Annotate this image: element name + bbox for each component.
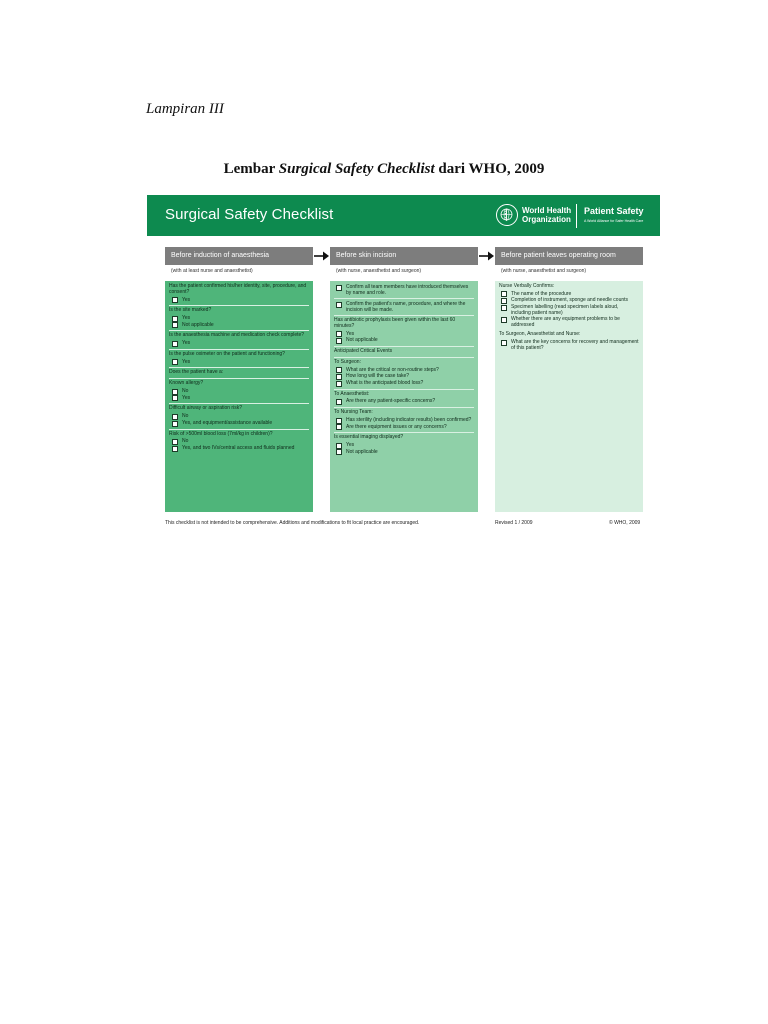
checkbox-icon[interactable] bbox=[336, 418, 342, 424]
footer-revised: Revised 1 / 2009 bbox=[495, 520, 533, 526]
checkbox-icon[interactable] bbox=[172, 322, 178, 328]
checklist-title: Surgical Safety Checklist bbox=[165, 206, 334, 223]
phase-header-incision: Before skin incision bbox=[330, 247, 478, 265]
option-label: Not applicable bbox=[182, 321, 214, 328]
checkbox-option[interactable] bbox=[501, 339, 639, 351]
option-label: Yes bbox=[182, 315, 191, 322]
checkbox-option[interactable] bbox=[172, 359, 309, 366]
section-heading: To Nursing Team: bbox=[334, 409, 373, 416]
checkbox-option[interactable] bbox=[336, 424, 474, 431]
checkbox-icon[interactable] bbox=[336, 302, 342, 308]
title-suffix: dari WHO, 2009 bbox=[438, 161, 545, 177]
question: Is the pulse oximeter on the patient and functioning? bbox=[169, 350, 285, 357]
section-heading: Nurse Verbally Confirms: bbox=[499, 283, 555, 289]
checkbox-option[interactable] bbox=[336, 284, 474, 296]
option-label: Confirm the patient's name, procedure, and where the incision will be made. bbox=[346, 301, 466, 313]
arrow-right-icon bbox=[479, 250, 495, 262]
phase-sub-incision: (with nurse, anaesthetist and surgeon) bbox=[336, 268, 422, 274]
patient-safety-subtitle: A World Alliance for Safer Health Care bbox=[584, 219, 644, 223]
option-label: Not applicable bbox=[346, 448, 378, 455]
option-label: Completion of instrument, sponge and needle counts bbox=[511, 297, 629, 304]
checkbox-icon[interactable] bbox=[172, 414, 178, 420]
phase-sub-leaves: (with nurse, anaesthetist and surgeon) bbox=[501, 268, 587, 274]
checkbox-icon[interactable] bbox=[501, 340, 507, 346]
footer-disclaimer: This checklist is not intended to be comprehensive. Additions and modifications to fit local practice are encouraged. bbox=[165, 520, 420, 526]
footer-copyright: © WHO, 2009 bbox=[609, 520, 641, 526]
checkbox-option[interactable] bbox=[336, 442, 474, 449]
option-label: Yes bbox=[182, 340, 191, 347]
who-line2: Organization bbox=[522, 215, 571, 224]
who-name bbox=[522, 206, 571, 224]
checkbox-icon[interactable] bbox=[336, 381, 342, 387]
checkbox-option[interactable] bbox=[172, 388, 309, 395]
checkbox-option[interactable] bbox=[336, 417, 474, 424]
checkbox-option[interactable] bbox=[172, 322, 309, 329]
checkbox-option[interactable] bbox=[501, 304, 639, 316]
checkbox-option[interactable] bbox=[336, 331, 474, 338]
checkbox-icon[interactable] bbox=[336, 367, 342, 373]
phase-sub-induction: (with at least nurse and anaesthetist) bbox=[171, 268, 253, 274]
checkbox-option[interactable] bbox=[172, 445, 309, 452]
banner-divider bbox=[576, 204, 577, 228]
question: Is the anaesthesia machine and medication check complete? bbox=[169, 332, 305, 339]
option-label: No bbox=[182, 438, 189, 445]
title-italic: Surgical Safety Checklist bbox=[278, 161, 435, 177]
checkbox-icon[interactable] bbox=[172, 297, 178, 303]
checkbox-option[interactable] bbox=[172, 438, 309, 445]
checkbox-icon[interactable] bbox=[501, 305, 507, 311]
checkbox-icon[interactable] bbox=[172, 359, 178, 365]
section-heading: To Surgeon, Anaesthetist and Nurse: bbox=[499, 331, 581, 338]
checklist-banner bbox=[147, 195, 660, 236]
checkbox-icon[interactable] bbox=[172, 341, 178, 347]
checkbox-option[interactable] bbox=[336, 337, 474, 344]
question: Known allergy? bbox=[169, 380, 204, 387]
checkbox-option[interactable] bbox=[172, 297, 309, 304]
option-label: Are there any patient-specific concerns? bbox=[346, 398, 436, 405]
phase-header-leaves: Before patient leaves operating room bbox=[495, 247, 643, 265]
patient-safety-title: Patient Safety bbox=[584, 206, 644, 216]
option-label: Yes bbox=[182, 296, 191, 303]
option-label: Has sterility (including indicator results) been confirmed? bbox=[346, 416, 472, 423]
question: Risk of >500ml blood loss (7ml/kg in children)? bbox=[169, 430, 273, 437]
checkbox-option[interactable] bbox=[336, 380, 474, 387]
checkbox-option[interactable] bbox=[172, 315, 309, 322]
checkbox-option[interactable] bbox=[336, 398, 474, 405]
document-title bbox=[0, 161, 768, 178]
section-heading: Anticipated Critical Events bbox=[334, 347, 393, 354]
section-heading: To Surgeon: bbox=[334, 358, 361, 365]
checkbox-icon[interactable] bbox=[336, 443, 342, 449]
checkbox-option[interactable] bbox=[336, 301, 474, 313]
question: Has antibiotic prophylaxis been given within the last 60 minutes? bbox=[334, 317, 456, 329]
checkbox-icon[interactable] bbox=[172, 395, 178, 401]
column-induction bbox=[165, 281, 313, 512]
option-label: Whether there are any equipment problems to be addressed bbox=[511, 316, 620, 329]
appendix-label: Lampiran III bbox=[146, 101, 224, 117]
checkbox-option[interactable] bbox=[501, 316, 639, 328]
column-leaves bbox=[495, 281, 643, 512]
option-label: Are there equipment issues or any concerns? bbox=[346, 423, 447, 430]
checkbox-icon[interactable] bbox=[336, 399, 342, 405]
question: Has the patient confirmed his/her identity, site, procedure, and consent? bbox=[169, 283, 307, 295]
title-prefix: Lembar bbox=[223, 161, 276, 177]
checkbox-icon[interactable] bbox=[172, 389, 178, 395]
section-heading: To Anaesthetist: bbox=[334, 390, 370, 397]
checkbox-icon[interactable] bbox=[336, 285, 342, 291]
option-label: What are the critical or non-routine steps? bbox=[346, 366, 439, 373]
option-label: No bbox=[182, 388, 189, 395]
who-line1: World Health bbox=[522, 206, 572, 215]
question: Is essential imaging displayed? bbox=[334, 434, 404, 441]
option-label: How long will the case take? bbox=[346, 373, 410, 380]
option-label: Not applicable bbox=[346, 337, 378, 344]
checklist-image bbox=[147, 195, 660, 535]
option-label: What are the key concerns for recovery and management of this patient? bbox=[511, 338, 639, 351]
question: Is the site marked? bbox=[169, 307, 212, 314]
checkbox-icon[interactable] bbox=[172, 316, 178, 322]
checkbox-option[interactable] bbox=[172, 420, 309, 427]
option-label: Yes, and two IVs/central access and fluids planned bbox=[182, 445, 295, 452]
checkbox-icon[interactable] bbox=[172, 446, 178, 452]
phase-header-induction: Before induction of anaesthesia bbox=[165, 247, 313, 265]
checkbox-icon[interactable] bbox=[336, 331, 342, 337]
option-label: Yes, and equipment/assistance available bbox=[182, 419, 273, 426]
checkbox-icon[interactable] bbox=[336, 374, 342, 380]
checkbox-icon[interactable] bbox=[501, 291, 507, 297]
option-label: What is the anticipated blood loss? bbox=[346, 379, 424, 386]
checkbox-option[interactable] bbox=[336, 367, 474, 374]
option-label: The name of the procedure bbox=[511, 290, 572, 297]
arrow-right-icon bbox=[314, 250, 330, 262]
question: Does the patient have a: bbox=[169, 369, 224, 376]
checkbox-icon[interactable] bbox=[336, 449, 342, 455]
checkbox-option[interactable] bbox=[336, 373, 474, 380]
checkbox-icon[interactable] bbox=[336, 338, 342, 344]
checkbox-icon[interactable] bbox=[501, 298, 507, 304]
checkbox-option[interactable] bbox=[172, 413, 309, 420]
checkbox-icon[interactable] bbox=[336, 424, 342, 430]
who-emblem-icon bbox=[496, 204, 518, 226]
checkbox-option[interactable] bbox=[336, 449, 474, 456]
checkbox-option[interactable] bbox=[501, 291, 639, 298]
checkbox-icon[interactable] bbox=[172, 421, 178, 427]
checkbox-option[interactable] bbox=[501, 297, 639, 304]
checkbox-option[interactable] bbox=[172, 340, 309, 347]
checkbox-icon[interactable] bbox=[501, 317, 507, 323]
option-label: No bbox=[182, 413, 189, 420]
checkbox-option[interactable] bbox=[172, 395, 309, 402]
option-label: Specimen labelling (read specimen labels aloud, including patient name) bbox=[511, 304, 619, 317]
option-label: Yes bbox=[346, 442, 355, 449]
question: Difficult airway or aspiration risk? bbox=[169, 405, 242, 412]
option-label: Yes bbox=[346, 330, 355, 337]
checkbox-icon[interactable] bbox=[172, 439, 178, 445]
option-label: Confirm all team members have introduced themselves by name and role. bbox=[346, 284, 469, 296]
column-incision bbox=[330, 281, 478, 512]
option-label: Yes bbox=[182, 394, 191, 401]
option-label: Yes bbox=[182, 358, 191, 365]
